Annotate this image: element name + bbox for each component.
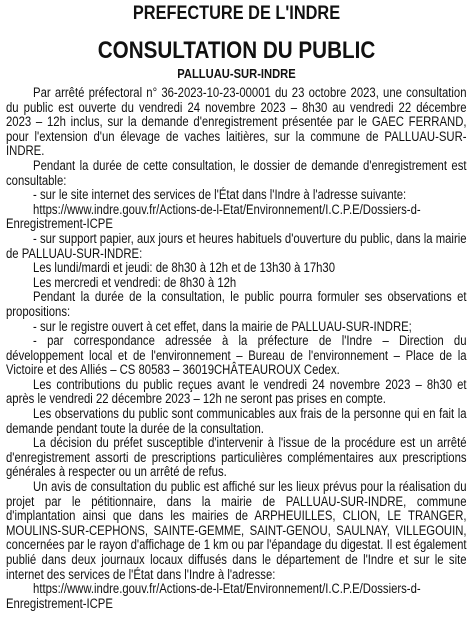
paragraph-contributions: Les contributions du public reçues avant le vendredi 24 novembre 2023 – 8h30 et après le vendredi 22 décembre 2023 – 12h ne seront pas prises en compte. bbox=[6, 376, 467, 407]
paragraph-dossier-intro: Pendant la durée de cette consultation, le dossier de demande d'enregistrement est consultable: bbox=[6, 157, 467, 188]
paragraph-decision: La décision du préfet susceptible d'intervenir à l'issue de la procédure est un arrêté d'enregistrement assorti de prescriptions particulières complémentaires aux prescriptions générales à respecter ou un arrêté de refus. bbox=[6, 435, 467, 480]
paragraph-observations-intro: Pendant la durée de la consultation, le public pourra formuler ses observations et propositions: bbox=[6, 289, 467, 319]
paragraph-paper-item: - sur support papier, aux jours et heures habituels d'ouverture du public, dans la mairie de PALLUAU-SUR-INDRE: bbox=[6, 230, 467, 261]
paragraph-registre-item: - sur le registre ouvert à cet effet, dans la mairie de PALLUAU-SUR-INDRE; bbox=[33, 318, 412, 334]
hours-monday-tuesday-thursday: Les lundi/mardi et jeudi: de 8h30 à 12h et de 13h30 à 17h30 bbox=[33, 260, 336, 276]
dossier-url-link[interactable]: https://www.indre.gouv.fr/Actions-de-l-Etat/Environnement/I.C.P.E/Dossiers-d-Enregistrement-ICPE bbox=[6, 201, 421, 232]
prefecture-heading: PREFECTURE DE L'INDRE bbox=[132, 3, 341, 24]
dossier-url-link-final[interactable]: https://www.indre.gouv.fr/Actions-de-l-Etat/Environnement/I.C.P.E/Dossiers-d-Enregistrement-ICPE bbox=[6, 581, 421, 611]
paragraph-correspondance-item: - par correspondance adressée à la préfecture de l'Indre – Direction du développement local et de l'environnement – Bureau de l'environnement – Place de la Victoire et des Alliés – CS 80583 – 36019CHÂTEAUROUX Cedex. bbox=[6, 333, 467, 378]
hours-wednesday-friday: Les mercredi et vendredi: de 8h30 à 12h bbox=[33, 274, 237, 290]
notice-body bbox=[6, 86, 467, 611]
notice-title: CONSULTATION DU PUBLIC bbox=[97, 37, 376, 64]
paragraph-affichage: Un avis de consultation du public est affiché sur les lieux prévus pour la réalisation du projet par le pétitionnaire, dans la mairie de PALLUAU-SUR-INDRE, commune d'implantation ainsi que dans les mairies de ARPHEUILLES, CLION, LE TRANGER, MOULINS-SUR-CEPHONS, SAINTE-GEMME, SAINT-GENOU, SAULNAY, VILLEGOUIN, concernées par le rayon d'affichage de 1 km ou par l'épandage du digestat. Il est également publié dans deux journaux locaux diffusés dans le département de l'Indre et sur le site internet des services de l'État dans l'Indre à l'adresse: bbox=[6, 479, 467, 582]
paragraph-communicables: Les observations du public sont communicables aux frais de la personne qui en fait la demande pendant toute la durée de la consultation. bbox=[6, 406, 467, 436]
paragraph-arrete: Par arrêté préfectoral n° 36-2023-10-23-00001 du 23 octobre 2023, une consultation du public est ouverte du vendredi 24 novembre 2023 – 8h30 au vendredi 22 décembre 2023 – 12h inclus, sur la demande d'enregistrement présentée par le GAEC FERRAND, pour l'extension d'un élevage de vaches laitières, sur la commune de PALLUAU-SUR-INDRE. bbox=[6, 85, 467, 159]
commune-subtitle: PALLUAU-SUR-INDRE bbox=[177, 66, 296, 81]
paragraph-website-item: - sur le site internet des services de l'État dans l'Indre à l'adresse suivante: bbox=[33, 187, 407, 203]
